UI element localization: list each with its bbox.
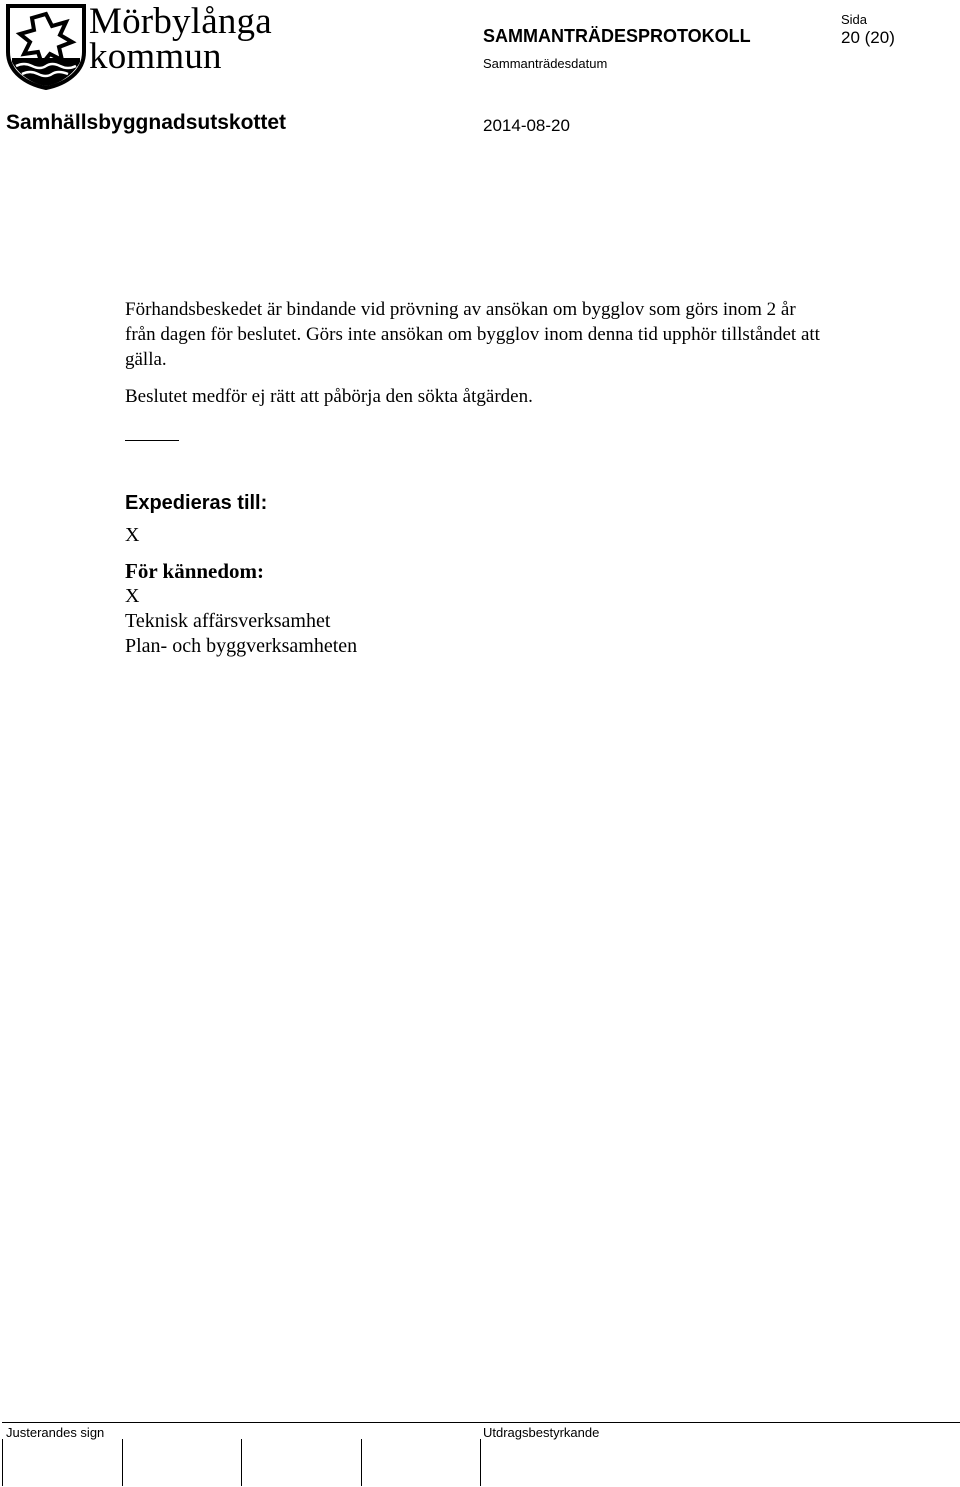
page-label: Sida xyxy=(841,12,868,27)
committee-name: Samhällsbyggnadsutskottet xyxy=(6,111,287,134)
meeting-date-label: Sammanträdesdatum xyxy=(483,56,608,71)
kannedom-list xyxy=(125,584,357,659)
kannedom-heading: För kännedom: xyxy=(125,559,265,583)
list-item: Teknisk affärsverksamhet xyxy=(125,610,331,632)
decision-text xyxy=(125,297,825,409)
adjuster-signature-label: Justerandes sign xyxy=(6,1425,105,1440)
logo-wordmark xyxy=(89,1,272,77)
expedieras-list xyxy=(125,523,139,548)
signature-box-divider xyxy=(122,1439,123,1486)
logo-line-1: Mörbylånga xyxy=(89,1,272,42)
paragraph-binding-notice: Förhandsbeskedet är bindande vid prövning av ansökan om bygglov som görs inom 2 år från dagen för beslutet. Görs inte ansökan om bygglov inom denna tid upphör tillståndet att gälla. xyxy=(125,299,820,370)
logo-line-2: kommun xyxy=(89,36,222,77)
signature-box-divider xyxy=(480,1439,481,1486)
footer-divider xyxy=(2,1422,960,1423)
list-item: Plan- och byggverksamheten xyxy=(125,635,358,657)
signature-box-divider xyxy=(361,1439,362,1486)
signature-box-divider xyxy=(241,1439,242,1486)
list-item: X xyxy=(125,524,140,546)
list-item: X xyxy=(125,585,140,607)
section-separator xyxy=(125,440,179,441)
fortress-star-emblem-icon xyxy=(4,2,88,90)
expedieras-heading: Expedieras till: xyxy=(125,492,268,514)
paragraph-no-right-to-start: Beslutet medför ej rätt att påbörja den sökta åtgärden. xyxy=(125,386,533,407)
meeting-date-value: 2014-08-20 xyxy=(483,116,570,135)
page-number: 20 (20) xyxy=(841,28,895,47)
extract-certification-label: Utdragsbestyrkande xyxy=(483,1425,600,1440)
document-title: SAMMANTRÄDESPROTOKOLL xyxy=(483,26,751,46)
municipality-logo xyxy=(4,2,88,90)
signature-box-divider xyxy=(2,1439,3,1486)
